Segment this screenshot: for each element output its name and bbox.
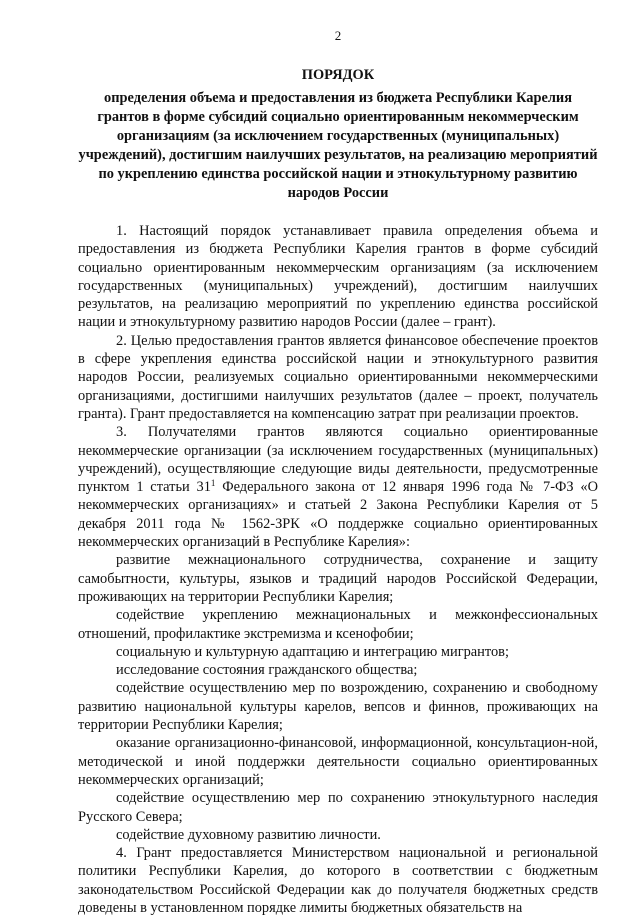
paragraph-3 xyxy=(78,423,598,551)
list-item-8: содействие духовному развитию личности. xyxy=(116,826,381,843)
list-item-5: содействие осуществлению мер по возрождению, сохранению и свободному развитию национальной культуры карелов, вепсов и финнов, проживающих на территории Республики Карелия; xyxy=(78,680,598,734)
list-item-7: содействие осуществлению мер по сохранению этнокультурного наследия Русского Севера; xyxy=(78,790,598,825)
list-item-2: содействие укреплению межнациональных и межконфессиональных отношений, профилактике экстремизма и ксенофобии; xyxy=(78,607,598,642)
document-body xyxy=(78,222,598,917)
list-item-1: развитие межнационального сотрудничества, сохранение и защиту самобытности, культуры, языков и традиций народов Российской Федерации, проживающих на территории Республики Карелия; xyxy=(78,552,598,605)
list-item-3: социальную и культурную адаптацию и интеграцию мигрантов; xyxy=(116,643,509,660)
document-subtitle: определения объема и предоставления из бюджета Республики Карелия грантов в форме субсидий социально ориентированным некоммерческим организациям (за исключением государственных (муниципальных) учреждений), достигшим наилучших результатов, на реализацию мероприятий по укреплению единства российской нации и этнокультурному развитию народов России xyxy=(78,90,598,201)
paragraph-2: 2. Целью предоставления грантов является финансовое обеспечение проектов в сфере укрепления единства российской нации и этнокультурного развития народов России, реализуемых социально ориентированными некоммерческими организациями, достигшими наилучших результатов (далее – проект, получатель гранта). Грант предоставляется на компенсацию затрат при реализации проектов. xyxy=(78,332,598,422)
list-item-6: оказание организационно-финансовой, информационной, консультацион-ной, методической и иной поддержки деятельности социально ориентированных некоммерческих организаций; xyxy=(78,735,598,788)
paragraph-1: 1. Настоящий порядок устанавливает правила определения объема и предоставления из бюджета Республики Карелия грантов в форме субсидий социально ориентированным некоммерческим организациям (за исключением государственных (муниципальных) учреждений), достигшим наилучших результатов, на реализацию мероприятий по укреплению единства российской нации и этнокультурному развитию народов России (далее – грант). xyxy=(78,223,598,331)
paragraph-3-text-start: 3. Получателями грантов являются социально ориентированные некоммерческие организации (за исключением государственных (муниципальных) учреждений), осуществляющие следующие виды деятельности, предусмотренные пунктом 1 статьи 31 xyxy=(78,424,598,496)
document-heading xyxy=(78,66,598,203)
paragraph-3-text-end: Федерального закона от 12 января 1996 года № 7-ФЗ «О некоммерческих организациях» и статьей 2 Закона Республики Карелия от 5 декабря 2011 года № 1562-ЗРК «О поддержке социально ориентированных некоммерческих организаций в Республике Карелия»: xyxy=(78,479,598,551)
superscript-index: 1 xyxy=(210,478,216,489)
list-item-4: исследование состояния гражданского общества; xyxy=(116,662,418,679)
paragraph-4: 4. Грант предоставляется Министерством национальной и региональной политики Республики Карелия, до которого в соответствии с бюджетным законодательством Российской Федерации как до получателя бюджетных средств доведены в установленном порядке лимиты бюджетных обязательств на xyxy=(78,845,598,916)
page-number: 2 xyxy=(334,28,342,43)
document-title: ПОРЯДОК xyxy=(301,67,375,83)
